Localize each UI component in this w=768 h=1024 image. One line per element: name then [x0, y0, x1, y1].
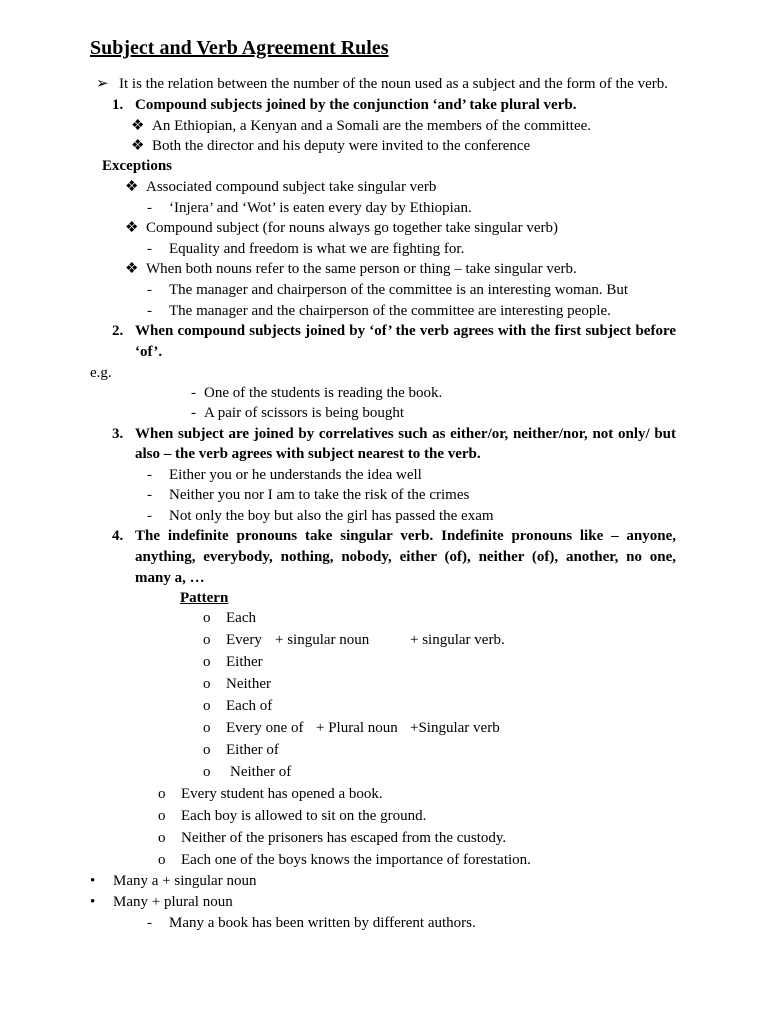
rule1-example: Both the director and his deputy were invited to the conference — [152, 138, 531, 154]
pattern-formula-verb: + singular verb. — [410, 632, 505, 648]
pattern-example: Neither of the prisoners has escaped from the custody. — [181, 830, 507, 846]
pattern-formula-verb: +Singular verb — [410, 720, 500, 736]
pattern-formula-noun: + Plural noun — [316, 720, 398, 736]
page-title: Subject and Verb Agreement Rules — [90, 37, 389, 59]
pattern-item: Every — [226, 632, 262, 648]
exceptions-heading: Exceptions — [102, 158, 173, 174]
circle-bullet-icon: o — [158, 852, 166, 868]
dash-bullet-icon: - — [147, 282, 152, 298]
exception-item: Associated compound subject take singular verb — [146, 179, 437, 195]
rule2-example: One of the students is reading the book. — [204, 385, 443, 401]
pattern-example: Each one of the boys knows the importance of forestation. — [181, 852, 531, 868]
diamond-bullet-icon: ❖ — [125, 261, 139, 277]
diamond-bullet-icon: ❖ — [125, 220, 139, 236]
rule3-example: Either you or he understands the idea well — [169, 467, 422, 483]
dash-bullet-icon: - — [191, 405, 196, 421]
rule2-text-line2: ‘of’. — [135, 344, 163, 360]
dash-bullet-icon: - — [147, 915, 152, 931]
dash-bullet-icon: - — [147, 487, 152, 503]
intro-bullet-icon: ➢ — [96, 76, 109, 92]
rule4-text-line2: anything, everybody, nothing, nobody, either (of), neither (of), another, no one, — [135, 549, 676, 565]
rule3-example: Not only the boy but also the girl has passed the exam — [169, 508, 494, 524]
pattern-formula-noun: + singular noun — [275, 632, 370, 648]
pattern-item: Either — [226, 654, 263, 670]
bullet-item: Many + plural noun — [113, 894, 233, 910]
rule2-number: 2. — [112, 323, 124, 339]
rule1-text: Compound subjects joined by the conjunction ‘and’ take plural verb. — [135, 97, 577, 113]
circle-bullet-icon: o — [158, 786, 166, 802]
intro-text: It is the relation between the number of the noun used as a subject and the form of the verb. — [119, 76, 668, 92]
rule3-example: Neither you nor I am to take the risk of the crimes — [169, 487, 470, 503]
dash-bullet-icon: - — [147, 303, 152, 319]
circle-bullet-icon: o — [203, 654, 211, 670]
dash-bullet-icon: - — [147, 508, 152, 524]
circle-bullet-icon: o — [203, 632, 211, 648]
exception-item: When both nouns refer to the same person or thing – take singular verb. — [146, 261, 577, 277]
rule3-text-line2: also – the verb agrees with subject nearest to the verb. — [135, 446, 481, 462]
pattern-example: Each boy is allowed to sit on the ground. — [181, 808, 427, 824]
dash-bullet-icon: - — [147, 200, 152, 216]
rule2-text-line1: When compound subjects joined by ‘of’ the verb agrees with the first subject before — [135, 323, 676, 339]
exception-example: ‘Injera’ and ‘Wot’ is eaten every day by Ethiopian. — [169, 200, 472, 216]
rule2-example: A pair of scissors is being bought — [204, 405, 404, 421]
circle-bullet-icon: o — [158, 830, 166, 846]
rule4-text-line1: The indefinite pronouns take singular verb. Indefinite pronouns like – anyone, — [135, 528, 676, 544]
pattern-item: Neither of — [230, 764, 292, 780]
exception-item: Compound subject (for nouns always go together take singular verb) — [146, 220, 558, 236]
round-bullet-icon: • — [90, 873, 96, 889]
circle-bullet-icon: o — [203, 698, 211, 714]
circle-bullet-icon: o — [203, 676, 211, 692]
rule3-number: 3. — [112, 426, 124, 442]
pattern-item: Either of — [226, 742, 279, 758]
eg-label: e.g. — [90, 365, 112, 381]
rule4-text-line3: many a, … — [135, 570, 205, 586]
exception-example: The manager and chairperson of the committee is an interesting woman. But — [169, 282, 629, 298]
final-example: Many a book has been written by different authors. — [169, 915, 476, 931]
pattern-item: Every one of — [226, 720, 304, 736]
circle-bullet-icon: o — [203, 610, 211, 626]
rule1-example: An Ethiopian, a Kenyan and a Somali are the members of the committee. — [152, 118, 592, 134]
pattern-heading: Pattern — [180, 590, 229, 606]
diamond-bullet-icon: ❖ — [131, 138, 145, 154]
circle-bullet-icon: o — [203, 742, 211, 758]
bullet-item: Many a + singular noun — [113, 873, 257, 889]
circle-bullet-icon: o — [203, 764, 211, 780]
dash-bullet-icon: - — [147, 467, 152, 483]
exception-example: The manager and the chairperson of the committee are interesting people. — [169, 303, 611, 319]
dash-bullet-icon: - — [147, 241, 152, 257]
pattern-item: Each of — [226, 698, 273, 714]
rule1-number: 1. — [112, 97, 124, 113]
dash-bullet-icon: - — [191, 385, 196, 401]
exception-example: Equality and freedom is what we are fighting for. — [169, 241, 465, 257]
rule4-number: 4. — [112, 528, 124, 544]
diamond-bullet-icon: ❖ — [125, 179, 139, 195]
pattern-item: Neither — [226, 676, 271, 692]
pattern-example: Every student has opened a book. — [181, 786, 383, 802]
diamond-bullet-icon: ❖ — [131, 118, 145, 134]
circle-bullet-icon: o — [158, 808, 166, 824]
rule3-text-line1: When subject are joined by correlatives such as either/or, neither/nor, not only/ but — [135, 426, 676, 442]
pattern-item: Each — [226, 610, 256, 626]
circle-bullet-icon: o — [203, 720, 211, 736]
round-bullet-icon: • — [90, 894, 96, 910]
